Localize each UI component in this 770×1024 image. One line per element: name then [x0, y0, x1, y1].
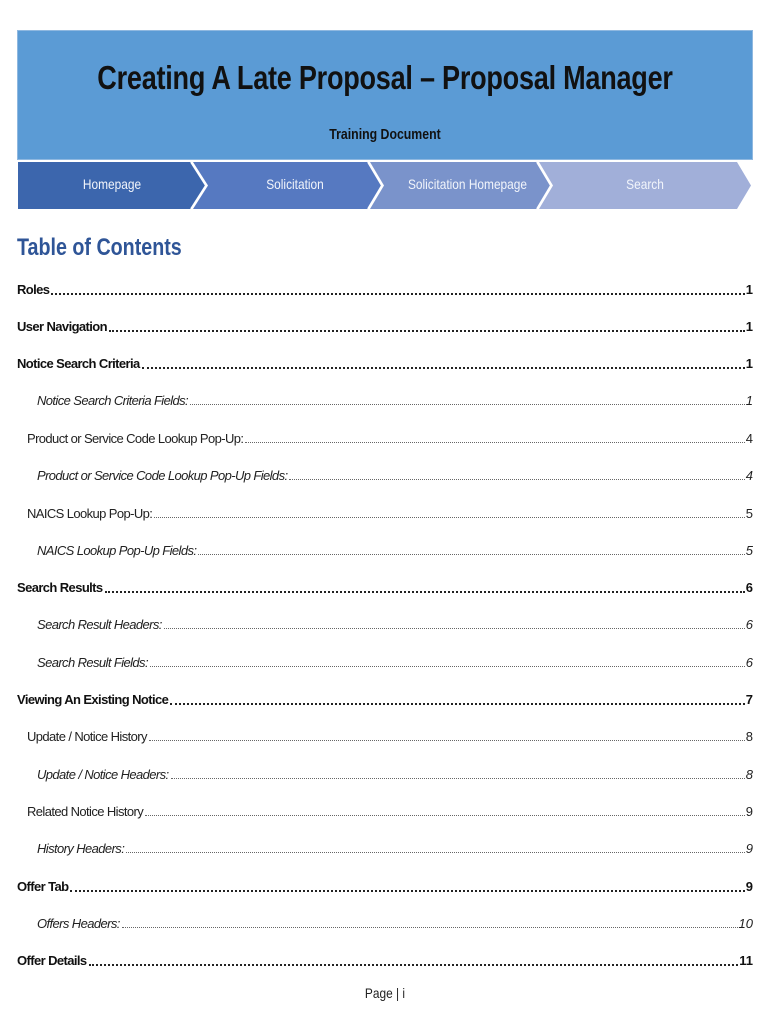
toc-entry-search-result-headers[interactable]: [37, 615, 753, 635]
toc-entry-offer-tab[interactable]: [17, 877, 753, 897]
toc-entry-page: 1: [745, 356, 753, 371]
toc-entry-label: Search Results: [17, 580, 103, 595]
document-subtitle: Training Document: [329, 126, 441, 143]
toc-entry-update-notice-history[interactable]: [27, 727, 753, 747]
toc-entry-label: Roles: [17, 282, 50, 297]
toc-entry-roles[interactable]: [17, 280, 753, 300]
toc-entry-page: 4: [745, 431, 753, 446]
toc-entry-notice-search-criteria-fields[interactable]: [37, 391, 753, 411]
toc-entry-update-notice-headers[interactable]: [37, 765, 753, 785]
toc-entry-offer-details[interactable]: [17, 951, 753, 971]
toc-entry-page: 1: [745, 319, 753, 334]
toc-entry-label: Search Result Fields:: [37, 655, 148, 670]
toc-entry-page: 7: [745, 692, 753, 707]
toc-entry-label: Offer Details: [17, 953, 87, 968]
toc-entry-label: Update / Notice Headers:: [37, 767, 169, 782]
breadcrumb-step-solicitation-homepage: Solicitation Homepage: [407, 176, 528, 192]
toc-leader-dots: [171, 778, 745, 779]
toc-entry-label: Notice Search Criteria: [17, 356, 140, 371]
toc-leader-dots: [142, 367, 745, 369]
toc-entry-label: Offer Tab: [17, 879, 69, 894]
toc-entry-search-results[interactable]: [17, 578, 753, 598]
toc-entry-page: 10: [738, 916, 753, 931]
toc-entry-offers-headers[interactable]: [37, 914, 753, 934]
toc-entry-page: 11: [739, 953, 753, 968]
toc-entry-page: 8: [745, 729, 753, 744]
toc-entry-naics-lookup-popup[interactable]: [27, 504, 753, 524]
toc-entry-related-notice-history[interactable]: [27, 802, 753, 822]
toc-entry-page: 5: [745, 543, 753, 558]
breadcrumb-step-homepage: Homepage: [82, 176, 142, 192]
toc-entry-page: 9: [745, 879, 753, 894]
toc-entry-page: 6: [745, 617, 753, 632]
toc-leader-dots: [126, 852, 745, 853]
toc-leader-dots: [89, 964, 739, 966]
toc-leader-dots: [109, 330, 745, 332]
breadcrumb-step-search: Search: [626, 176, 664, 192]
toc-leader-dots: [70, 890, 744, 892]
toc-entry-label: Search Result Headers:: [37, 617, 162, 632]
toc-entry-user-navigation[interactable]: [17, 317, 753, 337]
toc-entry-history-headers[interactable]: [37, 839, 753, 859]
toc-entry-label: Product or Service Code Lookup Pop-Up Fields:: [37, 468, 288, 483]
toc-leader-dots: [154, 517, 744, 518]
toc-entry-label: NAICS Lookup Pop-Up:: [27, 506, 153, 521]
toc-leader-dots: [145, 815, 745, 816]
toc-entry-label: Offers Headers:: [37, 916, 120, 931]
toc-entry-naics-lookup-popup-fields[interactable]: [37, 541, 753, 561]
toc-entry-label: History Headers:: [37, 841, 125, 856]
toc-entry-page: 4: [745, 468, 753, 483]
toc-entry-psc-lookup-popup-fields[interactable]: [37, 466, 753, 486]
toc-entry-label: Viewing An Existing Notice: [17, 692, 169, 707]
toc-entry-psc-lookup-popup[interactable]: [27, 429, 753, 449]
toc-leader-dots: [122, 927, 738, 928]
toc-entry-search-result-fields[interactable]: [37, 653, 753, 673]
breadcrumb-step-solicitation: Solicitation: [266, 176, 324, 192]
toc-leader-dots: [198, 554, 744, 555]
toc-entry-page: 1: [745, 393, 753, 408]
toc-entry-label: NAICS Lookup Pop-Up Fields:: [37, 543, 197, 558]
toc-entry-label: Related Notice History: [27, 804, 144, 819]
toc-entry-page: 6: [745, 580, 753, 595]
toc-leader-dots: [105, 591, 745, 593]
toc-entry-page: 6: [745, 655, 753, 670]
toc-leader-dots: [289, 479, 744, 480]
toc-entry-page: 5: [745, 506, 753, 521]
document-title: Creating A Late Proposal – Proposal Manager: [97, 59, 673, 96]
toc-leader-dots: [149, 740, 745, 741]
toc-heading: Table of Contents: [17, 234, 182, 261]
toc-entry-label: Notice Search Criteria Fields:: [37, 393, 189, 408]
breadcrumb: [18, 162, 754, 209]
toc-leader-dots: [190, 404, 745, 405]
toc-entry-viewing-existing-notice[interactable]: [17, 690, 753, 710]
toc-entry-page: 1: [745, 282, 753, 297]
toc-entry-label: Update / Notice History: [27, 729, 147, 744]
toc-entry-page: 9: [745, 841, 753, 856]
toc-entry-page: 8: [745, 767, 753, 782]
toc-leader-dots: [51, 293, 744, 295]
page-number-footer: Page | i: [364, 985, 406, 1001]
toc-entry-label: User Navigation: [17, 319, 107, 334]
toc-entry-label: Product or Service Code Lookup Pop-Up:: [27, 431, 244, 446]
toc-entry-page: 9: [745, 804, 753, 819]
toc-entry-notice-search-criteria[interactable]: [17, 354, 753, 374]
toc-leader-dots: [164, 628, 745, 629]
title-banner: [17, 30, 753, 160]
toc-leader-dots: [150, 666, 745, 667]
toc-leader-dots: [245, 442, 744, 443]
toc-leader-dots: [170, 703, 745, 705]
